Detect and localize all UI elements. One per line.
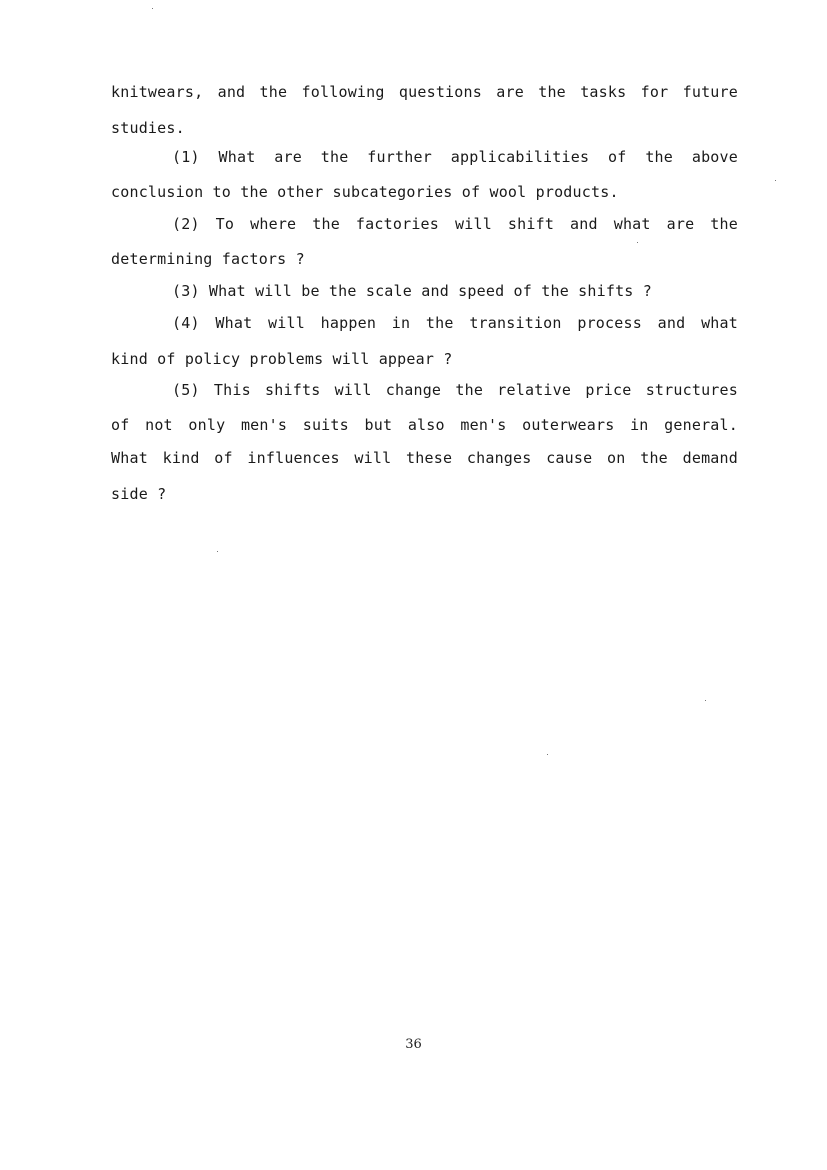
question-2-line-2: determining factors ? bbox=[111, 250, 305, 268]
question-5-line-2: of not only men's suits but also men's outerwears in general. bbox=[111, 416, 738, 434]
question-5-line-3: What kind of influences will these changes cause on the demand bbox=[111, 449, 738, 467]
question-5-line-1: (5) This shifts will change the relative price structures bbox=[172, 381, 738, 399]
scan-speck bbox=[547, 754, 548, 755]
scan-speck bbox=[637, 242, 638, 243]
page-number: 36 bbox=[405, 1037, 422, 1052]
text-line-2: studies. bbox=[111, 119, 185, 137]
question-1-line-1: (1) What are the further applicabilities of the above bbox=[172, 148, 738, 166]
text-line-1: knitwears, and the following questions are the tasks for future bbox=[111, 83, 738, 101]
question-3-line-1: (3) What will be the scale and speed of the shifts ? bbox=[172, 282, 652, 300]
scan-speck bbox=[775, 180, 776, 181]
question-2-line-1: (2) To where the factories will shift and what are the bbox=[172, 215, 738, 233]
scan-speck bbox=[705, 700, 706, 701]
question-1-line-2: conclusion to the other subcategories of wool products. bbox=[111, 183, 619, 201]
question-4-line-1: (4) What will happen in the transition process and what bbox=[172, 314, 738, 332]
question-5-line-4: side ? bbox=[111, 485, 167, 503]
question-4-line-2: kind of policy problems will appear ? bbox=[111, 350, 453, 368]
scan-speck bbox=[152, 8, 153, 9]
scan-speck bbox=[217, 551, 218, 552]
